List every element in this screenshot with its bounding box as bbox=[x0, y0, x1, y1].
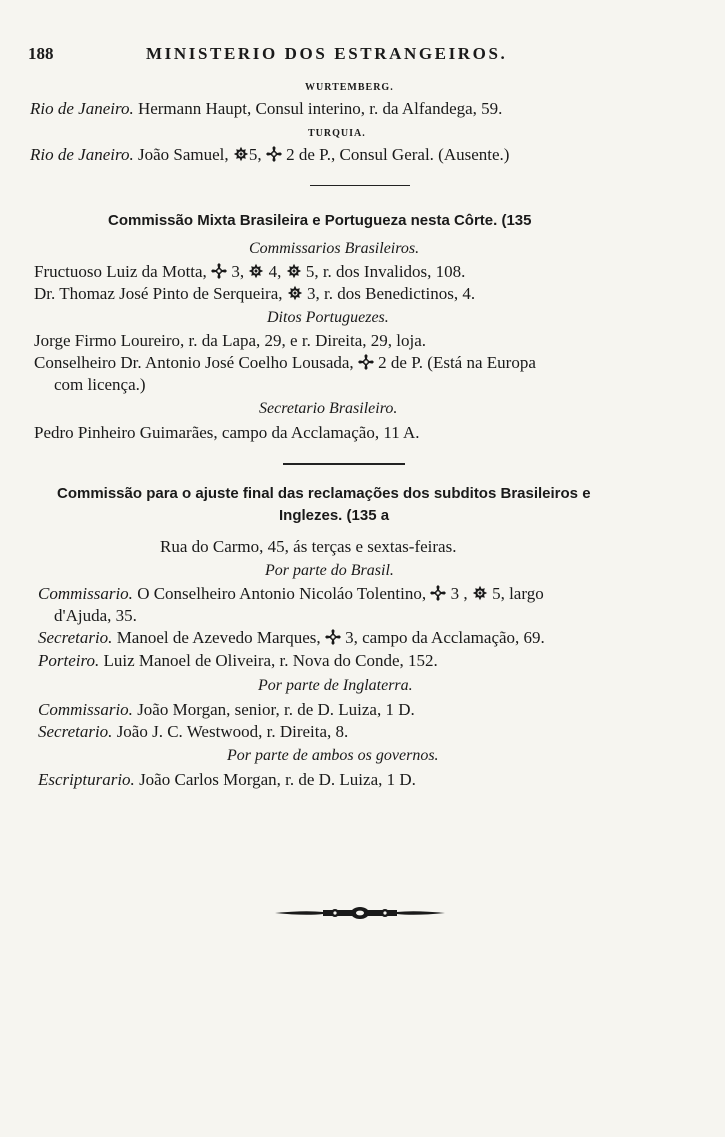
decoration-grade: 3 , bbox=[450, 584, 468, 603]
address: r. dos Benedictinos, 4. bbox=[324, 284, 476, 303]
role-label: Escripturario. bbox=[38, 770, 135, 789]
role-label: Porteiro. bbox=[38, 651, 100, 670]
entry-thomaz bbox=[34, 284, 475, 304]
rose-order-icon bbox=[248, 263, 264, 279]
entry-commissario-brasil-continued: d'Ajuda, 35. bbox=[54, 606, 137, 625]
subheading-ambos: Por parte de ambos os governos. bbox=[227, 747, 439, 764]
entry-lousada bbox=[34, 353, 536, 373]
entry-commissario-inglaterra bbox=[38, 700, 415, 720]
address: largo bbox=[509, 584, 544, 603]
page-number: 188 bbox=[28, 44, 54, 63]
subheading-brasil: Por parte do Brasil. bbox=[265, 562, 394, 579]
subheading-portuguezes: Ditos Portuguezes. bbox=[267, 309, 389, 326]
entry-text: João Morgan, senior, r. de D. Luiza, 1 D. bbox=[137, 700, 415, 719]
entry-lousada-continued: com licença.) bbox=[54, 375, 146, 394]
entry-text: Luiz Manoel de Oliveira, r. Nova do Conde, 152. bbox=[103, 651, 438, 670]
ajuste-title-continued: Inglezes. (135 a bbox=[279, 507, 390, 524]
decoration-grade: 4, bbox=[268, 262, 282, 281]
mixta-title: Commissão Mixta Brasileira e Portugueza nesta Côrte. (135 bbox=[108, 212, 532, 229]
place-label: Rio de Janeiro. bbox=[30, 99, 134, 118]
entry-jorge: Jorge Firmo Loureiro, r. da Lapa, 29, e r. Direita, 29, loja. bbox=[34, 331, 427, 350]
entry-fructuoso bbox=[34, 262, 465, 282]
person-name: Dr. Thomaz José Pinto de Serqueira, bbox=[34, 284, 283, 303]
rose-order-icon bbox=[472, 585, 488, 601]
role-text: Consul Geral. (Ausente.) bbox=[339, 145, 510, 164]
note-text: (Está na Europa bbox=[427, 353, 536, 372]
decoration-grade: 2 de P., bbox=[286, 145, 336, 164]
entry-turquia bbox=[30, 145, 509, 165]
address: campo da Acclamação, 69. bbox=[362, 628, 545, 647]
running-title: MINISTERIO DOS ESTRANGEIROS. bbox=[146, 44, 508, 63]
subheading-secretario: Secretario Brasileiro. bbox=[259, 400, 398, 417]
decoration-grade: 3, bbox=[307, 284, 320, 303]
page-header bbox=[28, 44, 688, 66]
person-name: Fructuoso Luiz da Motta, bbox=[34, 262, 207, 281]
entry-text: João Carlos Morgan, r. de D. Luiza, 1 D. bbox=[139, 770, 416, 789]
rose-order-icon bbox=[286, 263, 302, 279]
role-label: Commissario. bbox=[38, 584, 133, 603]
entry-porteiro bbox=[38, 651, 438, 671]
decoration-grade: 5, bbox=[492, 584, 505, 603]
role-label: Secretario. bbox=[38, 628, 113, 647]
rose-order-icon bbox=[233, 146, 249, 162]
person-name: João Samuel, bbox=[137, 145, 229, 164]
section-heading-wurtemberg: WURTEMBERG. bbox=[305, 82, 394, 93]
entry-text: Hermann Haupt, Consul interino, r. da Alfandega, 59. bbox=[137, 99, 503, 118]
address: r. dos Invalidos, 108. bbox=[322, 262, 466, 281]
person-name: Manoel de Azevedo Marques, bbox=[116, 628, 321, 647]
entry-escripturario bbox=[38, 770, 416, 790]
cross-pattee-icon bbox=[211, 263, 227, 279]
entry-commissario-brasil bbox=[38, 584, 544, 604]
person-name: Conselheiro Dr. Antonio José Coelho Lousada, bbox=[34, 353, 354, 372]
cross-pattee-icon bbox=[430, 585, 446, 601]
place-label: Rio de Janeiro. bbox=[30, 145, 134, 164]
subheading-inglaterra: Por parte de Inglaterra. bbox=[258, 677, 413, 694]
subheading-brasileiros: Commissarios Brasileiros. bbox=[249, 240, 420, 257]
entry-secretario-inglaterra bbox=[38, 722, 348, 742]
tailpiece-ornament-icon bbox=[275, 906, 445, 920]
entry-pedro: Pedro Pinheiro Guimarães, campo da Acclamação, 11 A. bbox=[34, 423, 420, 442]
decoration-grade: 3, bbox=[345, 628, 358, 647]
rose-order-icon bbox=[287, 285, 303, 301]
ajuste-address: Rua do Carmo, 45, ás terças e sextas-feiras. bbox=[160, 537, 457, 556]
section-heading-turquia: TURQUIA. bbox=[308, 128, 366, 139]
role-label: Secretario. bbox=[38, 722, 113, 741]
person-name: O Conselheiro Antonio Nicoláo Tolentino, bbox=[137, 584, 427, 603]
role-label: Commissario. bbox=[38, 700, 133, 719]
cross-pattee-icon bbox=[358, 354, 374, 370]
cross-pattee-icon bbox=[325, 629, 341, 645]
entry-secretario-brasil bbox=[38, 628, 545, 648]
decoration-grade: 5, bbox=[305, 262, 319, 281]
decoration-grade: 5, bbox=[248, 145, 262, 164]
entry-wurtemberg bbox=[30, 99, 502, 119]
decoration-grade: 3, bbox=[231, 262, 245, 281]
section-divider bbox=[310, 185, 410, 186]
section-divider bbox=[283, 463, 405, 465]
entry-text: João J. C. Westwood, r. Direita, 8. bbox=[116, 722, 349, 741]
ajuste-title: Commissão para o ajuste final das reclamações dos subditos Brasileiros e bbox=[57, 485, 591, 502]
cross-pattee-icon bbox=[266, 146, 282, 162]
decoration-grade: 2 de P. bbox=[378, 353, 424, 372]
